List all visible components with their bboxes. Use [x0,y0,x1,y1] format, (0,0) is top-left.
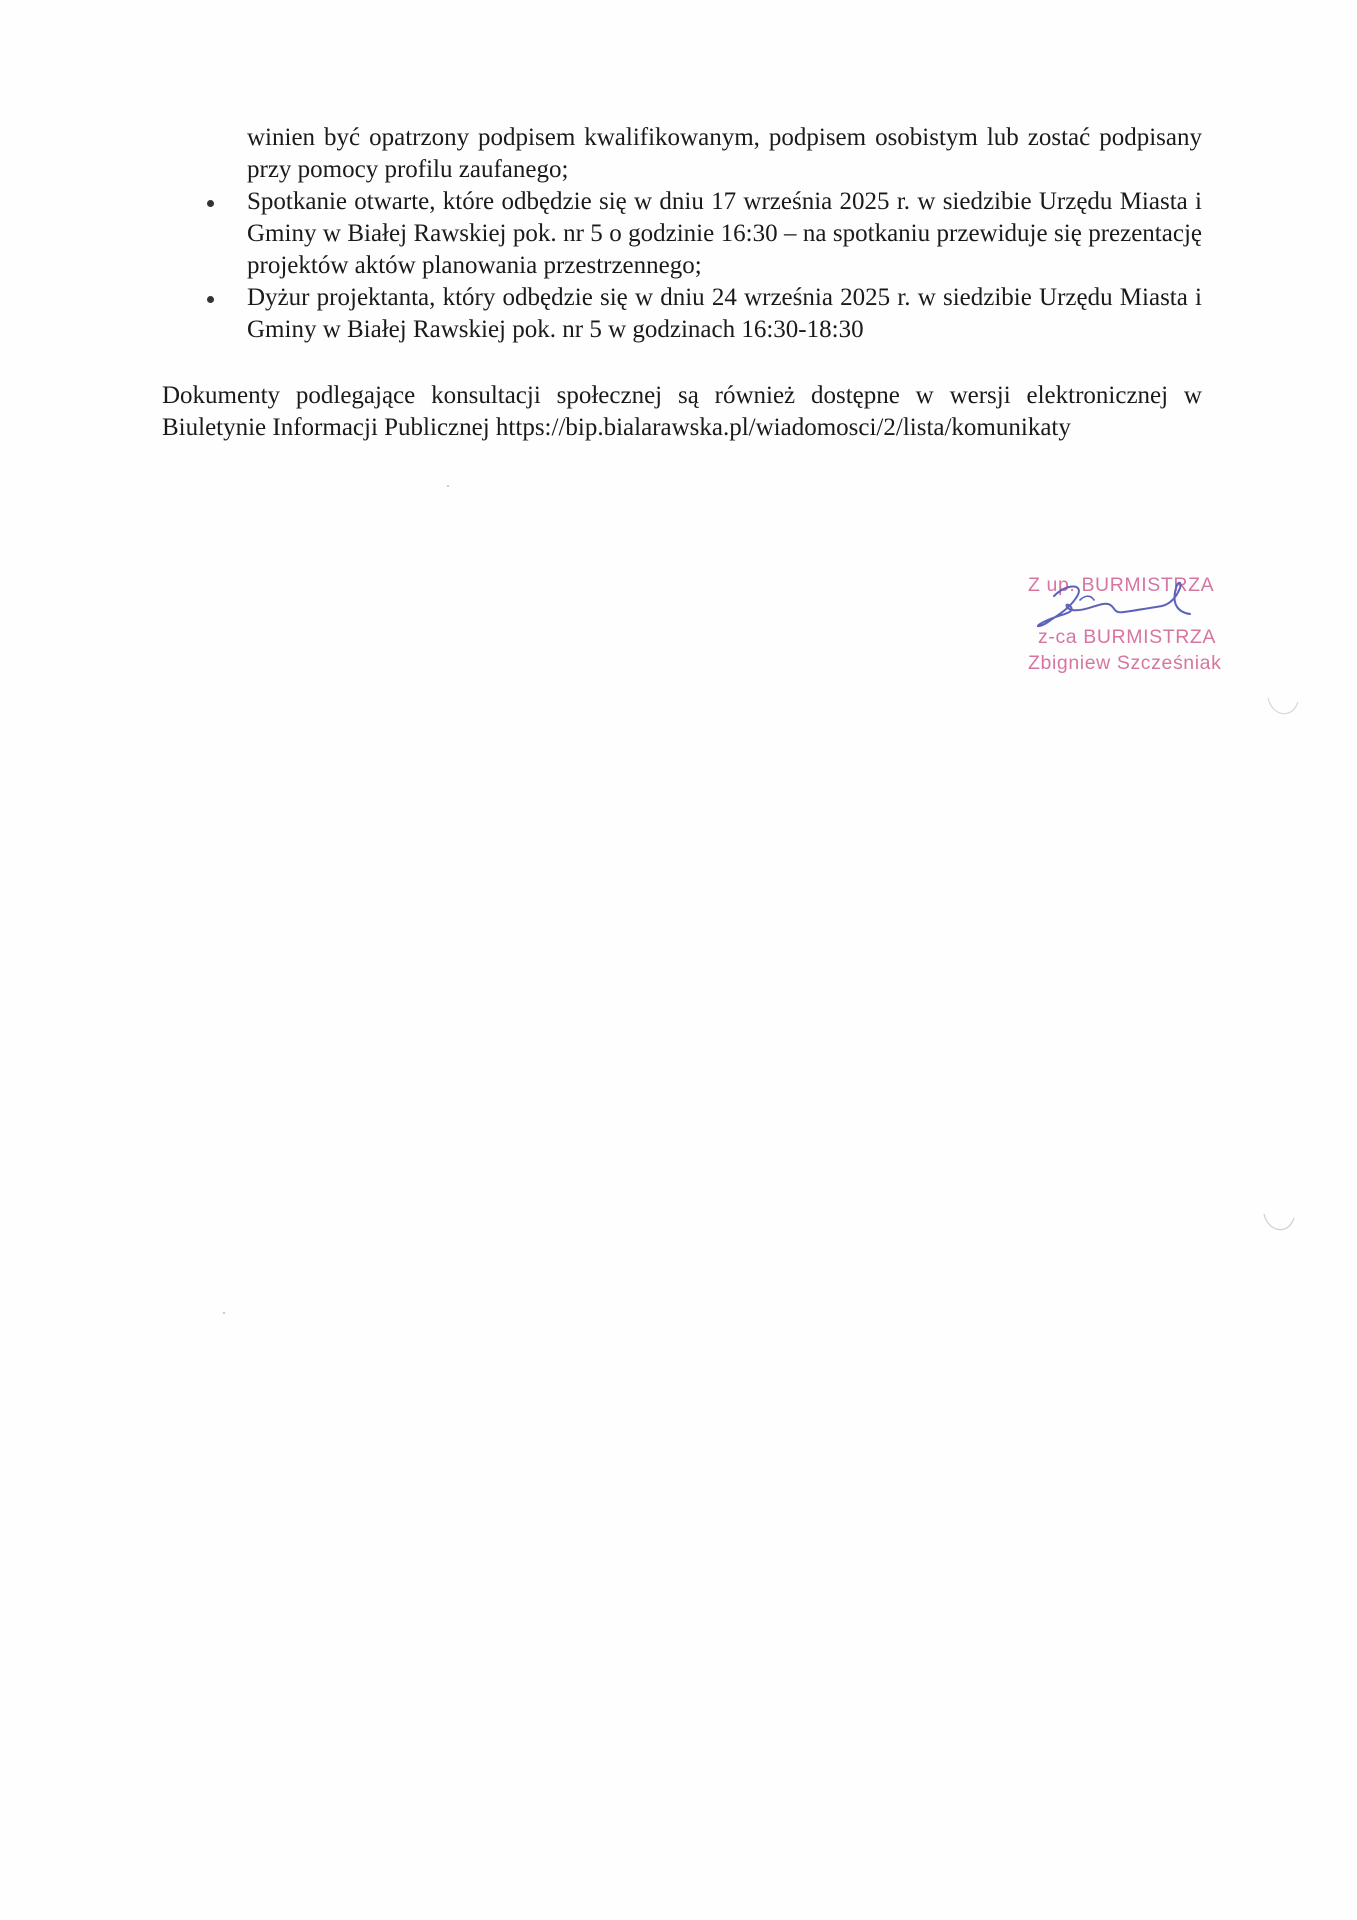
punch-hole-mark [1262,690,1302,730]
list-item [200,282,1202,346]
stamp-line-1: Z up. BURMISTRZA [1028,574,1215,596]
stamp-line-3: Zbigniew Szcześniak [1028,652,1222,674]
stamp-line-2: z-ca BURMISTRZA [1038,626,1217,648]
list-item [200,186,1202,282]
handwritten-signature [1020,578,1220,648]
punch-hole-mark [1258,1206,1298,1246]
bullet-list [200,186,1202,346]
list-item-text: Spotkanie otwarte, które odbędzie się w dniu 17 września 2025 r. w siedzibie Urzędu Miasta i Gminy w Białej Rawskiej pok. nr 5 o godzinie 16:30 – na spotkaniu przewiduje się prezentację projektów aktów planowania przestrzennego; [247,188,1202,279]
closing-paragraph: Dokumenty podlegające konsultacji społecznej są również dostępne w wersji elektronicznej w Biuletynie Informacji Publicznej https://bip.bialarawska.pl/wiadomosci/2/lista/komunikaty [162,382,1202,441]
scan-speck [447,485,449,487]
scan-speck [223,1312,225,1314]
continuation-paragraph: winien być opatrzony podpisem kwalifikowanym, podpisem osobistym lub zostać podpisany przy pomocy profilu zaufanego; [247,124,1202,183]
bullet-icon [207,200,214,207]
list-item-text: Dyżur projektanta, który odbędzie się w dniu 24 września 2025 r. w siedzibie Urzędu Miasta i Gminy w Białej Rawskiej pok. nr 5 w godzinach 16:30-18:30 [247,284,1202,343]
bullet-icon [207,296,214,303]
